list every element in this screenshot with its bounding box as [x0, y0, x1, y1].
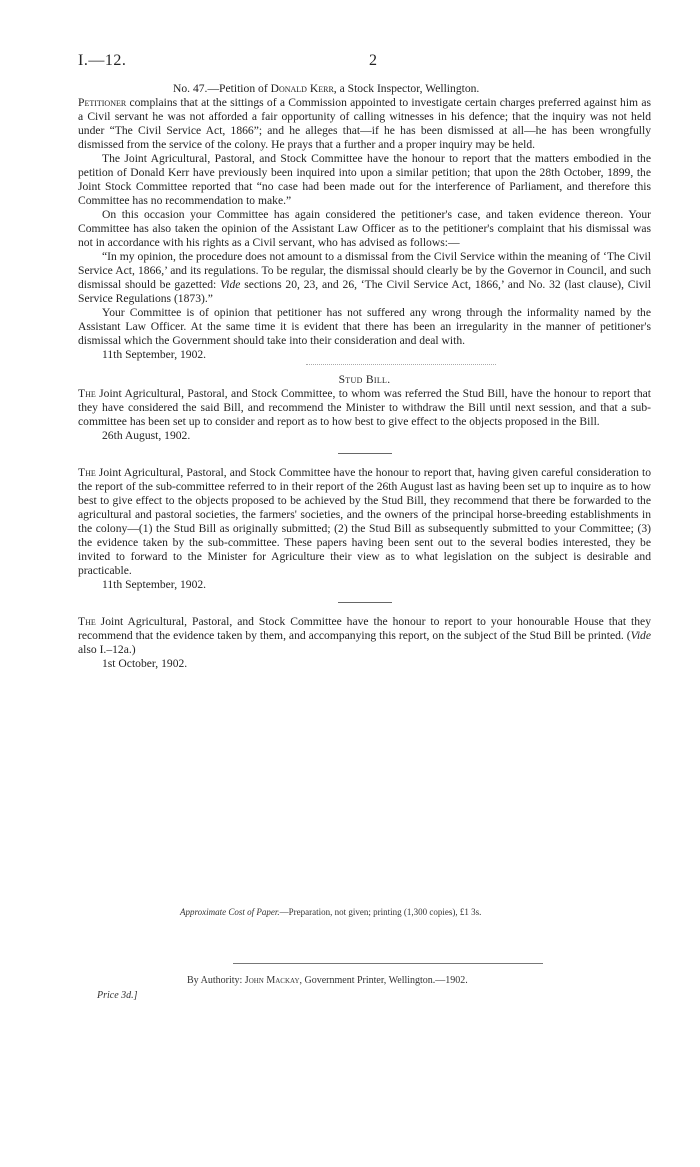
document-body [78, 82, 651, 671]
price-label: Price 3d.] [97, 990, 138, 1001]
page-header [78, 52, 636, 74]
section-divider [306, 364, 496, 365]
stud-bill-heading: Stud Bill. [338, 373, 391, 386]
committee-report-paragraph: The Joint Agricultural, Pastoral, and Stock Committee have the honour to report that the matters embodied in the petition of Donald Kerr have previously been inquired into upon a similar petition; that upon the 28th October, 1899, the Joint Stock Committee reported that “no case had been made out for the interference of Parliament, and therefore this Committee has no recommendation to make.” [78, 152, 651, 207]
petition-date: 11th September, 1902. [102, 348, 207, 361]
page-number: 2 [369, 52, 377, 69]
report-divider [338, 453, 392, 454]
stud-bill-report-1-date: 26th August, 1902. [102, 429, 191, 442]
petition-title: No. 47.—Petition of Donald Kerr, a Stock Inspector, Wellington. [173, 82, 480, 95]
stud-bill-report-2-date: 11th September, 1902. [102, 578, 207, 591]
stud-bill-report-1: The Joint Agricultural, Pastoral, and Stock Committee, to whom was referred the Stud Bill, have the honour to report that they have considered the said Bill, and recommend the Minister to withdraw the Bill until next session, and that a sub-committee has been set up to consider and report as to how best to give effect to the objects proposed in the Bill. [78, 387, 651, 428]
committee-opinion-paragraph: Your Committee is of opinion that petitioner has not suffered any wrong through the informality named by the Assistant Law Officer. At the same time it is evident that there has been an irregularity in the manner of petitioner's dismissal which the Government should take into their consideration and deal with. [78, 306, 651, 347]
petition-complaint-paragraph: Petitioner complains that at the sittings of a Commission appointed to investigate certain charges preferred against him as a Civil servant he was not afforded a fair opportunity of calling witnesses in his defence; that the inquiry was not held under “The Civil Service Act, 1866”; and he alleges that—if he has been dismissed at all—he has been wrongfully dismissed from the service of the colony. He prays that a further and a proper inquiry may be held. [78, 96, 651, 151]
stud-bill-report-2: The Joint Agricultural, Pastoral, and Stock Committee have the honour to report that, having given careful consideration to the report of the sub-committee referred to in their report of the 26th August last as having been set up to inquire as to how best to give effect to the objects proposed to be achieved by the Stud Bill, they recommend that there be forwarded to the agricultural and pastoral societies, the farmers' societies, and the owners of the principal horse-breeding establishments in the colony—(1) the Stud Bill as originally submitted; (2) the Stud Bill as subsequently submitted to your Committee; (3) the evidence taken by the sub-committee. These papers having been sent out to the several bodies interested, they be invited to forward to the Minister for Agriculture their view as to what legislation on the subject is desirable and practicable. [78, 466, 651, 577]
paper-reference: I.—12. [78, 52, 127, 69]
stud-bill-report-3: The Joint Agricultural, Pastoral, and Stock Committee have the honour to report to your honourable House that they recommend that the evidence taken by them, and accompanying this report, on the subject of the Stud Bill be printed. (Vide also I.–12a.) [78, 615, 651, 656]
printing-cost-note: Approximate Cost of Paper.—Preparation, not given; printing (1,300 copies), £1 3s. [180, 907, 482, 917]
evidence-paragraph: On this occasion your Committee has again considered the petitioner's case, and taken evidence thereon. Your Committee has also taken the opinion of the Assistant Law Officer as to the petitioner's complaint that his dismissal was not in accordance with his rights as a Civil servant, who has advised as follows:— [78, 208, 651, 249]
printer-authority: By Authority: John Mackay, Government Printer, Wellington.—1902. [187, 975, 468, 986]
stud-bill-report-3-date: 1st October, 1902. [102, 657, 188, 670]
law-officer-quote: “In my opinion, the procedure does not amount to a dismissal from the Civil Service within the meaning of ‘The Civil Service Act, 1866,’ and its regulations. To be regular, the dismissal should clearly be by the Governor in Council, and such dismissal should be gazetted: Vide sections 20, 23, and 26, ‘The Civil Service Act, 1866,’ and No. 32 (last clause), Civil Service Regulations (1873).” [78, 250, 651, 305]
report-divider [338, 602, 392, 603]
footer-divider [233, 963, 543, 964]
